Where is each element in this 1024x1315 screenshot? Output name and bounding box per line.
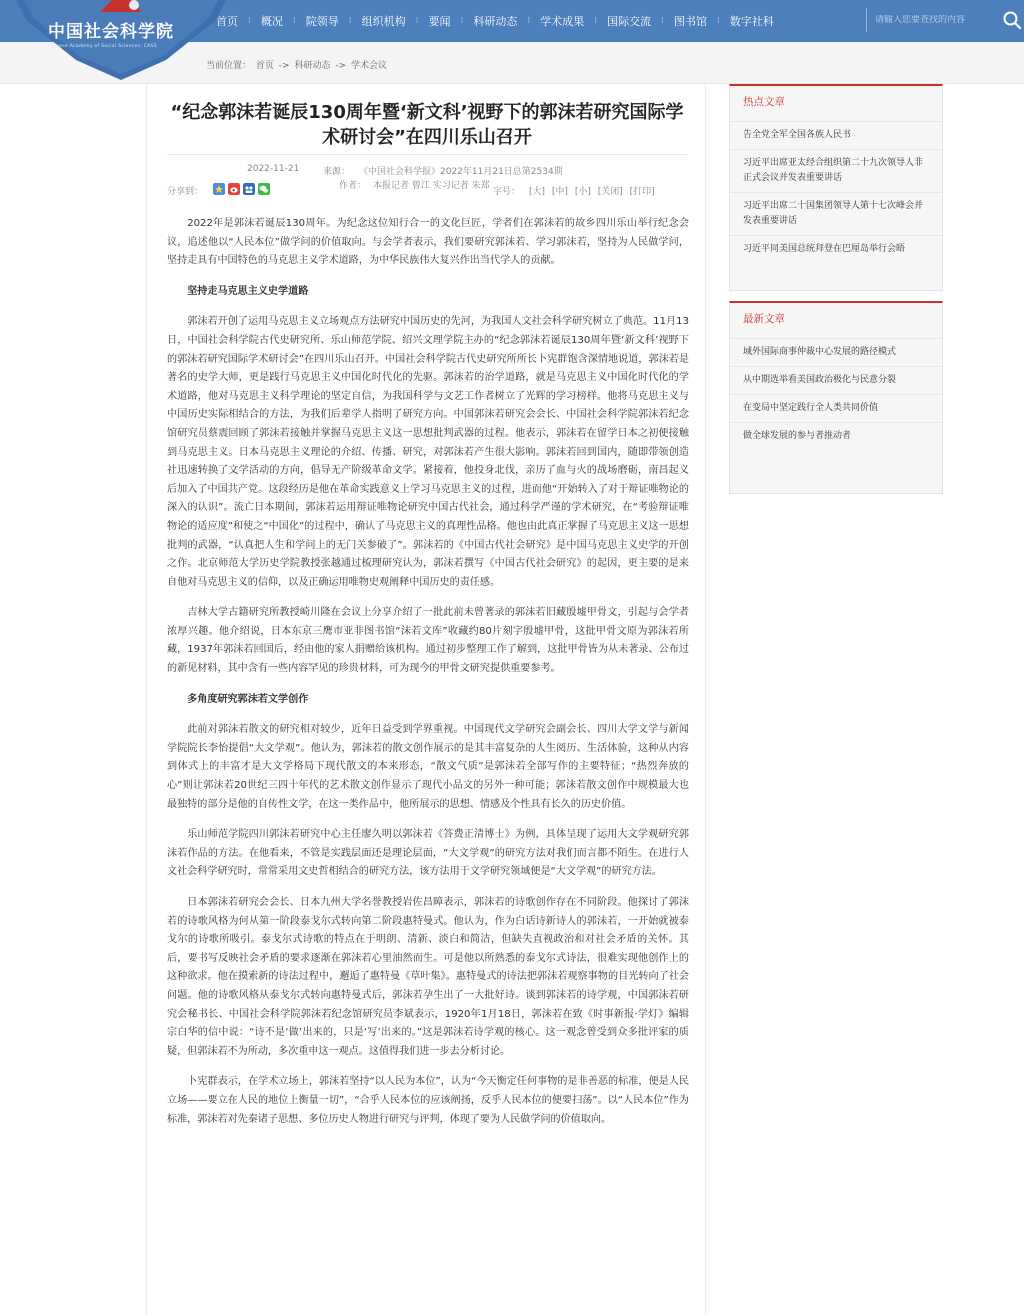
hot-article-link[interactable]: 习近平同美国总统拜登在巴厘岛举行会晤 xyxy=(743,244,906,254)
search-icon[interactable] xyxy=(1002,10,1022,30)
nav-separator: ⁝ xyxy=(594,16,598,26)
article-paragraph: 2022年是郭沫若诞辰130周年。为纪念这位知行合一的文化巨匠，学者们在郭沫若的故乡四川乐山举行纪念会议，追述他以“人民本位”做学问的价值取向。与会学者表示，我们要研究郭沫若、学习郭沫若，坚持为人民做学问，坚持走具有中国特色的马克思主义学术道路，为中华民族伟大复兴作出当代学人的贡献。 xyxy=(167,218,689,267)
font-size-label: 字号： xyxy=(493,187,521,197)
breadcrumb xyxy=(206,58,389,71)
top-header xyxy=(0,0,1024,49)
article-body xyxy=(167,215,689,1141)
section-heading: 坚持走马克思主义史学道路 xyxy=(187,285,309,297)
logo[interactable] xyxy=(48,17,198,49)
article xyxy=(146,84,706,1315)
article-author: 本报记者 曾江 实习记者 朱郑 xyxy=(373,181,490,191)
article-paragraph: 郭沫若开创了运用马克思主义立场观点方法研究中国历史的先河，为我国人文社会科学研究树立了典范。11月13日，中国社会科学院古代史研究所、乐山师范学院、绍兴文理学院主办的“纪念郭沫若诞辰130周年暨‘新文科’视野下的郭沫若研究国际学术研讨会”在四川乐山召开。中国社会科学院古代史研究所所长卜宪群饱含深情地说道，郭沫若是著名的史学大师，更是践行马克思主义中国化时代化的先驱。郭沫若的治学道路，就是马克思主义中国化时代化的学术道路，他对马克思主义科学理论的坚定自信，为我国科学与文艺工作者树立了光辉的学习榜样。他将马克思主义与中国历史实际相结合的方法，为我们后辈学人指明了研究方向。中国郭沫若研究会会长、中国社会科学院郭沫若纪念馆研究员蔡震回顾了郭沫若接触并掌握马克思主义这一思想批判武器的过程。他表示，郭沫若在留学日本之初便接触到马克思主义。日本马克思主义理论的介绍、传播、研究，对郭沫若产生很大影响。郭沫若回到国内，随即带领创造社迅速转换了文学活动的方向，倡导无产阶级革命文学。紧接着，他投身北伐，亲历了血与火的战场磨砺，南昌起义后加入了中国共产党。这段经历是他在革命实践意义上学习马克思主义的过程，进而他“开始转入了对于辩证唯物论的深入的认识”。流亡日本期间，郭沫若运用辩证唯物论研究中国古代社会，通过科学严谨的学术研究，在“考验辩证唯物论的适应度”和使之“中国化”的过程中，确认了马克思主义的真理性品格。他也由此真正掌握了马克思主义这一思想批判的武器，“认真把人生和学问上的无门关参破了”。郭沫若的《中国古代社会研究》是中国马克思主义史学的开创之作。北京师范大学历史学院教授张越通过梳理研究认为，郭沫若撰写《中国古代社会研究》的起因，更主要的是来自他对马克思主义的信仰，以及正确运用唯物史观阐释中国历史的责任感。 xyxy=(167,316,689,588)
hot-article-link[interactable]: 告全党全军全国各族人民书 xyxy=(730,122,942,150)
logo-title: 中国社会科学院 xyxy=(48,22,174,42)
article-tools xyxy=(529,184,659,197)
source-label: 来源： xyxy=(323,167,351,177)
font-large-button[interactable]: [大] xyxy=(529,187,546,197)
qzone-share-icon[interactable] xyxy=(213,183,225,195)
logo-subtitle: Chinese Academy of Social Sciences, CASS xyxy=(48,44,157,49)
share-label: 分享到： xyxy=(167,187,204,197)
section-heading: 多角度研究郭沫若文学创作 xyxy=(187,693,309,705)
article-date: 2022-11-21 xyxy=(247,164,300,174)
article-source: 《中国社会科学报》2022年11月21日总第2534期 xyxy=(359,167,563,177)
article-paragraph: 吉林大学古籍研究所教授崎川隆在会议上分享介绍了一批此前未曾著录的郭沫若旧藏殷墟甲骨文，引起与会学者浓厚兴趣。他介绍说，日本东京三鹰市亚非图书馆“沫若文库”收藏约80片刻字殷墟甲骨，这批甲骨文原为郭沫若所藏，1937年郭沫若回国后，经由他的家人捐赠给该机构。通过初步整理工作了解到，这批甲骨皆为从未著录、公布过的新见材料，其中含有一些内容罕见的珍贵材料，可为现今的甲骨文研究提供重要参考。 xyxy=(167,607,689,675)
nav-separator: ⁝ xyxy=(717,16,720,26)
wechat-share-icon[interactable] xyxy=(258,183,270,195)
nav-home[interactable]: 首页 xyxy=(216,15,238,28)
nav-separator: ⁝ xyxy=(248,16,251,26)
search-input[interactable] xyxy=(875,15,995,25)
article-paragraph: 卜宪群表示，在学术立场上，郭沫若坚持“以人民为本位”，认为“今天衡定任何事物的是非善恶的标准，便是人民立场——要立在人民的地位上衡量一切”，“合乎人民本位的应该阐扬，反乎人民本位的便要扫荡”。以“人民本位”作为标准，郭沫若对先秦诸子思想、多位历史人物进行研究与评判，体现了要为人民做学问的价值取向。 xyxy=(167,1076,689,1125)
article-paragraph: 此前对郭沫若散文的研究相对较少，近年日益受到学界重视。中国现代文学研究会副会长、四川大学文学与新闻学院院长李怡提倡“大文学观”。他认为，郭沫若的散文创作展示的是其丰富复杂的人生阅历、生活体验，这种从内容到体式上的丰富才是大文学格局下现代散文的本来形态，“散文气质”是郭沫若全部写作的主要特征；“热烈奔放的心”则让郭沫若20世纪三四十年代的艺术散文创作显示了现代小品文的另外一种可能；郭沫若散文创作中规模最大也最独特的部分是他的自传性文学，在这一类作品中，他所展示的思想、情感及个性具有长久的历史价值。 xyxy=(167,724,689,810)
latest-article-link[interactable]: 做全球发展的参与者推动者 xyxy=(743,431,852,441)
article-paragraph: 日本郭沫若研究会会长、日本九州大学名誉教授岩佐昌暲表示，郭沫若的诗歌创作存在不同阶段。他探讨了郭沫若的诗歌风格为何从第一阶段泰戈尔式转向第二阶段惠特曼式。他认为，作为白话诗新诗人的郭沫若，一开始就被泰戈尔的诗歌所吸引。泰戈尔式诗歌的特点在于明朗、清新、淡白和简洁，但缺失直视政治和对社会矛盾的关怀。其后，要书写反映社会矛盾的要求逐渐在郭沫若心里油然而生。可是他以所熟悉的泰戈尔式诗法，很难实现他创作上的这种欲求。他在摸索新的诗法过程中，邂逅了惠特曼《草叶集》。惠特曼式的诗法把郭沫若观察事物的目光转向了社会问题。他的诗歌风格从泰戈尔式转向惠特曼式后，郭沫若孕生出了一大批好诗。谈到郭沫若的诗学观，中国郭沫若研究会秘书长、中国社会科学院郭沫若纪念馆研究员李斌表示，1920年1月18日，郭沫若在致《时事新报·学灯》编辑宗白华的信中说：“诗不是‘做’出来的，只是‘写’出来的。”这是郭沫若诗学观的核心。这一观念曾受到众多批评家的质疑，但郭沫若不为所动，多次重申这一观点。这值得我们进一步去分析讨论。 xyxy=(167,897,689,1057)
breadcrumb-home[interactable]: 首页 xyxy=(255,61,274,71)
nav-separator: ⁝ xyxy=(527,16,531,26)
nav-news[interactable]: 要闻 xyxy=(428,15,451,28)
nav-separator: ⁝ xyxy=(460,16,464,26)
latest-articles-title: 最新文章 xyxy=(730,303,942,339)
hot-article-link[interactable]: 习近平出席亚太经合组织第二十九次领导人非正式会议并发表重要讲话 xyxy=(730,150,942,193)
nav-organization[interactable]: 组织机构 xyxy=(361,15,406,28)
latest-article-link[interactable]: 从中期选举看美国政治极化与民意分裂 xyxy=(730,367,942,395)
latest-articles-panel xyxy=(729,301,943,494)
font-small-button[interactable]: [小] xyxy=(574,187,591,197)
hot-articles-panel xyxy=(729,84,943,291)
nav-library[interactable]: 图书馆 xyxy=(674,15,707,28)
latest-article-link[interactable]: 在变局中坚定践行全人类共同价值 xyxy=(730,395,942,423)
print-button[interactable]: [打印] xyxy=(629,187,655,197)
nav-separator: ⁝ xyxy=(292,16,296,26)
nav-international[interactable]: 国际交流 xyxy=(607,15,652,28)
author-label: 作者： xyxy=(339,181,367,191)
breadcrumb-arrow: -> xyxy=(278,61,290,71)
breadcrumb-conference[interactable]: 学术会议 xyxy=(351,61,388,71)
nav-leaders[interactable]: 院领导 xyxy=(305,15,339,28)
nav-research[interactable]: 科研动态 xyxy=(473,15,518,28)
hot-article-link[interactable]: 习近平出席二十国集团领导人第十七次峰会并发表重要讲话 xyxy=(730,193,942,236)
breadcrumb-label: 当前位置： xyxy=(206,61,252,71)
close-button[interactable]: [关闭] xyxy=(597,187,623,197)
latest-article-link[interactable]: 域外国际商事仲裁中心发展的路径模式 xyxy=(730,339,942,367)
search-box xyxy=(866,8,996,32)
nav-separator: ⁝ xyxy=(661,16,664,26)
nav-separator: ⁝ xyxy=(415,16,419,26)
breadcrumb-research[interactable]: 科研动态 xyxy=(294,61,331,71)
nav-overview[interactable]: 概况 xyxy=(260,15,283,28)
breadcrumb-arrow: -> xyxy=(335,61,347,71)
nav-separator: ⁝ xyxy=(348,16,352,26)
article-title: “纪念郭沫若诞辰130周年暨‘新文科’视野下的郭沫若研究国际学术研讨会”在四川乐山召开 xyxy=(170,102,684,148)
article-paragraph: 乐山师范学院四川郭沫若研究中心主任廖久明以郭沫若《答费正清博士》为例，具体呈现了运用大文学观研究郭沫若作品的方法。在他看来，不管是实践层面还是理论层面，“大文学观”的研究方法对我们而言都不陌生。在进行人文社会科学研究时，常常采用文史哲相结合的研究方法，该方法用于文学研究领域便是“大文学观”的研究方法。 xyxy=(167,829,689,878)
renren-share-icon[interactable] xyxy=(243,183,255,195)
weibo-share-icon[interactable] xyxy=(228,183,240,195)
title-divider xyxy=(167,154,687,155)
hot-articles-title: 热点文章 xyxy=(730,86,942,122)
nav-digital[interactable]: 数字社科 xyxy=(729,15,774,28)
nav-achievements[interactable]: 学术成果 xyxy=(540,15,585,28)
main-nav xyxy=(206,0,784,42)
font-medium-button[interactable]: [中] xyxy=(551,187,568,197)
share-icons xyxy=(213,183,270,195)
